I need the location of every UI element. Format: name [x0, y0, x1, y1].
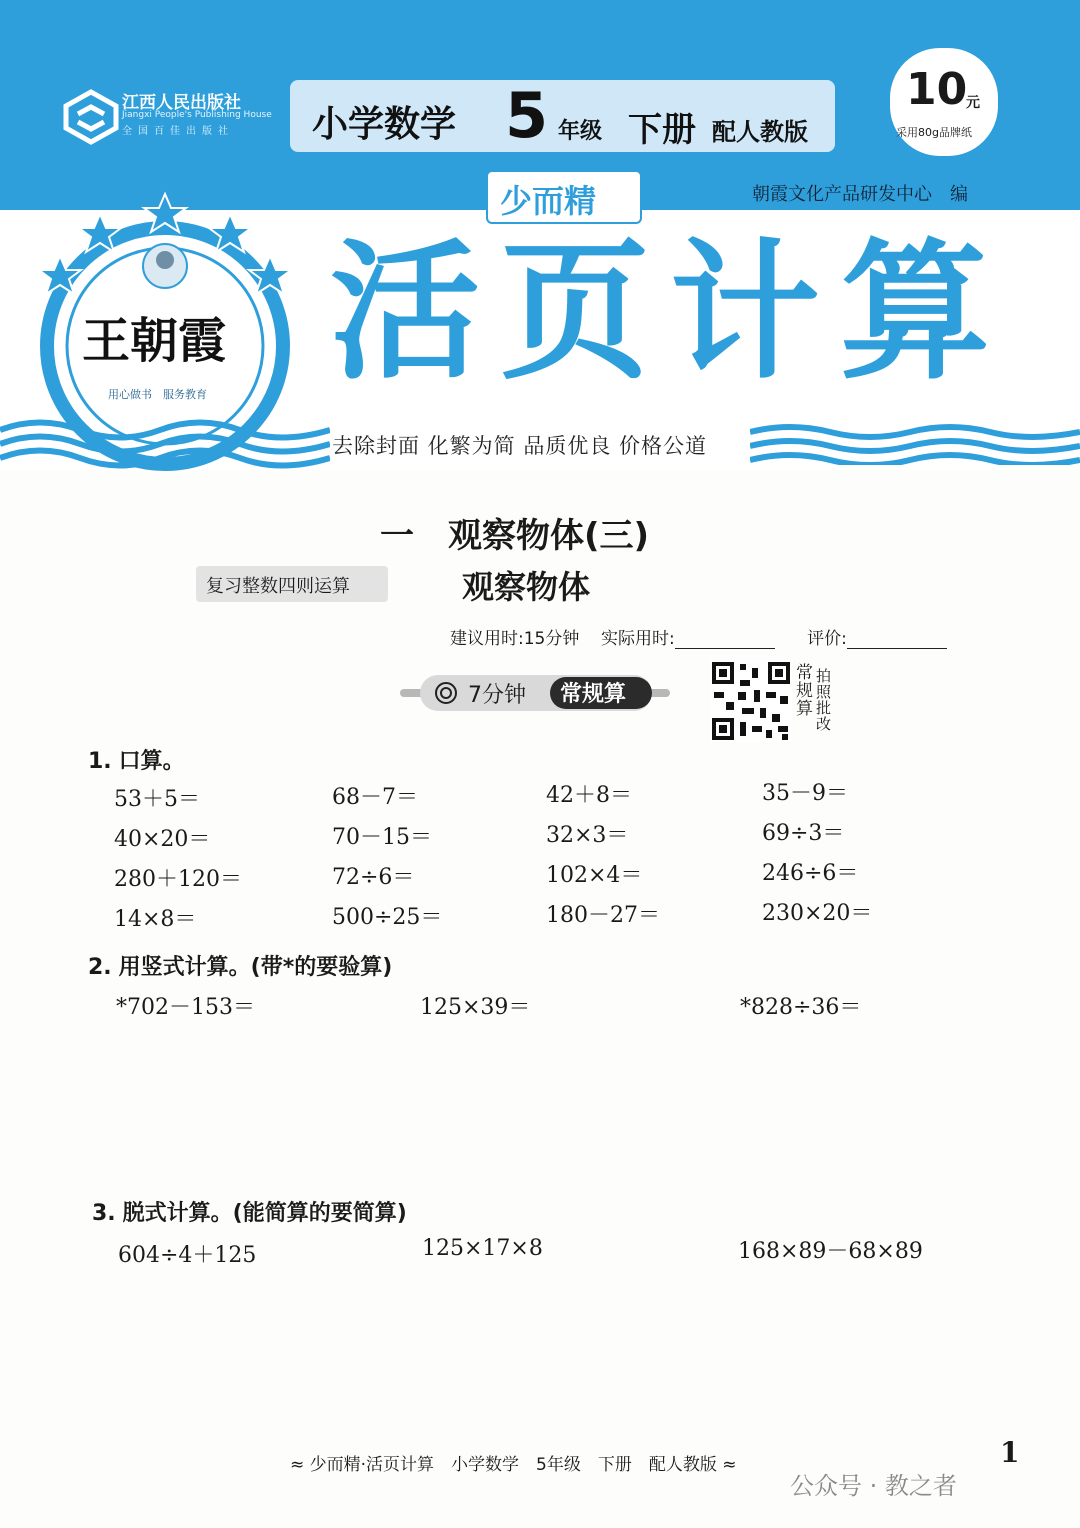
q1-expr: 53＋5＝	[114, 787, 200, 812]
q3-expr: 168×89－68×89	[738, 1239, 923, 1264]
q2-expr: *702－153＝	[116, 995, 255, 1020]
qr-label-photo-check: 拍照批改	[816, 667, 832, 733]
book-edition: 配人教版	[712, 118, 808, 146]
q1-expr: 70－15＝	[332, 825, 432, 850]
lesson-title: 观察物体	[462, 568, 591, 606]
slogan-text: 少而精	[500, 182, 597, 220]
review-tag-text: 复习整数四则运算	[206, 576, 350, 597]
q2-expr: *828÷36＝	[740, 995, 862, 1020]
medal-icon	[434, 681, 458, 705]
q1-expr: 35－9＝	[762, 781, 848, 806]
publisher-note: 全国百佳出版社	[122, 126, 234, 137]
q3-expr: 125×17×8	[422, 1236, 543, 1261]
timer-text: 7分钟	[468, 683, 526, 708]
q1-title: 口算。	[118, 749, 185, 774]
book-grade-unit: 年级	[558, 119, 603, 144]
q1-expr: 40×20＝	[114, 827, 211, 852]
q3-heading	[92, 1196, 407, 1227]
publisher-name: 江西人民出版社	[122, 93, 241, 113]
q1-expr: 14×8＝	[114, 907, 197, 932]
q1-expr: 180－27＝	[546, 903, 660, 928]
q1-expr: 72÷6＝	[332, 865, 415, 890]
page-number: 1	[1000, 1436, 1020, 1469]
book-grade-number: 5	[505, 79, 549, 152]
qr-code-icon[interactable]	[710, 660, 792, 742]
q1-expr: 68－7＝	[332, 785, 418, 810]
q2-heading	[88, 950, 392, 981]
q2-title: 用竖式计算。(带*的要验算)	[118, 955, 393, 980]
price-paper-note: 采用80g品牌纸	[896, 126, 972, 139]
brand-name: 王朝霞	[82, 313, 227, 369]
q1-expr: 280＋120＝	[114, 867, 242, 892]
q1-expr: 500÷25＝	[332, 905, 443, 930]
unit-title: 一 观察物体(三)	[380, 516, 650, 556]
price-number: 10	[906, 64, 968, 115]
publisher-logo-icon	[62, 88, 120, 146]
q2-number: 2.	[88, 955, 112, 980]
q1-heading	[88, 744, 185, 775]
q3-title: 脱式计算。(能简算的要简算)	[122, 1201, 407, 1226]
q1-expr: 246÷6＝	[762, 861, 859, 886]
footer-line: ≈ 少而精·活页计算 小学数学 5年级 下册 配人教版 ≈	[290, 1455, 737, 1475]
mode-text: 常规算	[560, 682, 627, 707]
time-row	[450, 624, 947, 649]
q3-expr: 604÷4＋125	[118, 1243, 257, 1268]
actual-time-blank[interactable]	[675, 630, 775, 649]
main-title: 活页计算	[330, 226, 1011, 400]
rating-label: 评价:	[807, 629, 847, 649]
editor-credit: 朝霞文化产品研发中心 编	[752, 184, 968, 205]
features-line: 去除封面 化繁为简 品质优良 价格公道	[332, 434, 708, 458]
q3-number: 3.	[92, 1201, 116, 1226]
waves-left-decoration	[0, 410, 330, 470]
q2-expr: 125×39＝	[420, 995, 531, 1020]
brand-motto: 用心做书 服务教育	[108, 388, 207, 401]
q1-expr: 69÷3＝	[762, 821, 845, 846]
rating-blank[interactable]	[847, 630, 947, 649]
price-unit: 元	[966, 95, 980, 111]
publisher-english-name: Jiangxi People's Publishing House	[122, 110, 272, 120]
waves-right-decoration	[750, 420, 1080, 465]
book-subject: 小学数学	[312, 104, 457, 145]
q1-expr: 102×4＝	[546, 863, 643, 888]
q1-expr: 42＋8＝	[546, 783, 632, 808]
q1-expr: 230×20＝	[762, 901, 873, 926]
qr-label-routine: 常规算	[796, 663, 813, 719]
book-volume: 下册	[628, 110, 696, 150]
watermark: 公众号 · 教之者	[790, 1472, 957, 1500]
actual-time-label: 实际用时:	[600, 629, 675, 649]
suggested-time: 建议用时:15分钟	[450, 629, 580, 649]
q1-expr: 32×3＝	[546, 823, 629, 848]
q1-number: 1.	[88, 749, 112, 774]
